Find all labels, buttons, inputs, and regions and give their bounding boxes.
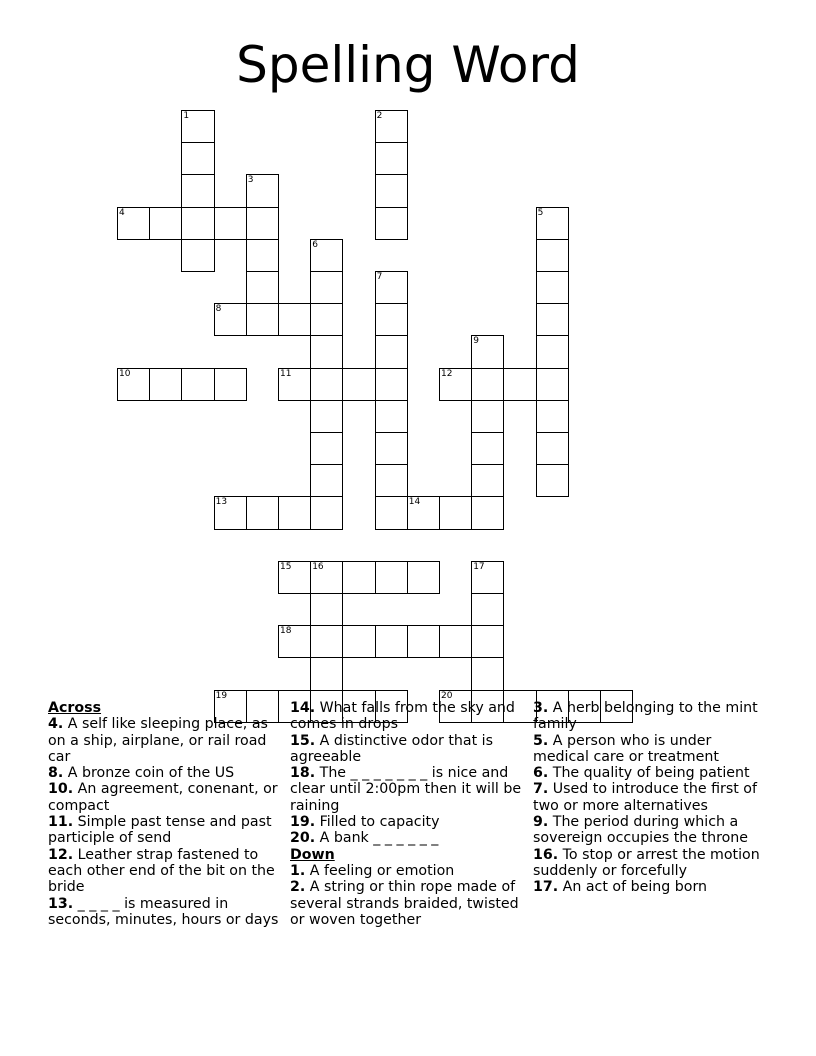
grid-cell[interactable] — [536, 271, 569, 304]
grid-cell[interactable] — [536, 368, 569, 401]
grid-cell[interactable] — [310, 368, 343, 401]
grid-cell[interactable] — [407, 561, 440, 594]
grid-cell[interactable] — [246, 271, 279, 304]
clue-number: 18 — [280, 626, 292, 637]
grid-cell[interactable] — [375, 561, 408, 594]
clue-text: Filled to capacity — [315, 814, 440, 831]
grid-cell[interactable] — [439, 496, 472, 529]
clue-number: 1 — [183, 111, 190, 121]
clue-column-2 — [290, 700, 522, 928]
down-clue — [533, 879, 763, 895]
grid-cell[interactable] — [471, 335, 504, 368]
grid-cell[interactable] — [471, 400, 504, 433]
clue-number: 20 — [441, 690, 453, 701]
grid-cell[interactable] — [407, 625, 440, 658]
grid-cell[interactable] — [503, 368, 536, 401]
across-clue — [48, 814, 288, 847]
across-clue — [48, 765, 288, 781]
clue-number-label: 11. — [48, 814, 74, 831]
across-clue — [48, 847, 288, 896]
clue-number: 7 — [376, 272, 383, 282]
clue-column-1 — [48, 700, 288, 928]
grid-cell[interactable] — [375, 368, 408, 401]
clue-text: Used to introduce the first of two or more alternatives — [533, 781, 757, 814]
grid-cell[interactable] — [375, 335, 408, 368]
down-clue — [533, 700, 763, 733]
across-clue — [290, 700, 522, 733]
grid-cell[interactable] — [310, 496, 343, 529]
clue-number-label: 1. — [290, 862, 306, 879]
grid-cell[interactable] — [117, 368, 150, 401]
grid-cell[interactable] — [214, 368, 247, 401]
grid-cell[interactable] — [310, 464, 343, 497]
grid-cell[interactable] — [310, 593, 343, 626]
grid-cell[interactable] — [246, 207, 279, 240]
grid-cell[interactable] — [375, 303, 408, 336]
grid-cell[interactable] — [246, 174, 279, 207]
down-clue — [533, 847, 763, 880]
across-clue — [290, 765, 522, 814]
grid-cell[interactable] — [439, 625, 472, 658]
grid-cell[interactable] — [181, 174, 214, 207]
clue-number: 14 — [408, 497, 421, 508]
clue-number: 3 — [247, 175, 254, 186]
down-clue — [533, 781, 763, 814]
clue-number-label: 4. — [48, 716, 64, 733]
grid-cell[interactable] — [471, 432, 504, 465]
clue-number: 15 — [280, 561, 292, 572]
across-clue — [290, 830, 522, 846]
down-clue — [290, 879, 522, 928]
clue-number-label: 6. — [533, 765, 549, 782]
clue-text: Simple past tense and past participle of send — [48, 814, 272, 847]
clue-number-label: 2. — [290, 879, 306, 896]
clue-number: 10 — [119, 368, 131, 379]
clue-number-label: 10. — [48, 781, 74, 798]
grid-cell[interactable] — [310, 400, 343, 433]
grid-cell[interactable] — [342, 561, 375, 594]
grid-cell[interactable] — [536, 400, 569, 433]
grid-cell[interactable] — [214, 207, 247, 240]
clue-number-label: 15. — [290, 732, 316, 749]
down-clue — [290, 863, 522, 879]
grid-cell[interactable] — [375, 142, 408, 175]
across-clue — [48, 716, 288, 765]
clue-number-label: 16. — [533, 846, 559, 863]
down-clue — [533, 814, 763, 847]
clue-number: 17 — [473, 561, 485, 572]
across-clue — [48, 781, 288, 814]
grid-cell[interactable] — [375, 496, 408, 529]
clue-number: 9 — [473, 336, 479, 347]
clue-text: A person who is under medical care or treatment — [533, 732, 719, 765]
clue-text: To stop or arrest the motion suddenly or forcefully — [533, 846, 760, 879]
grid-cell[interactable] — [536, 207, 569, 240]
clue-text: A distinctive odor that is agreeable — [290, 732, 494, 765]
clue-number: 13 — [215, 497, 228, 508]
grid-cell[interactable] — [117, 207, 150, 240]
grid-cell[interactable] — [278, 368, 311, 401]
grid-cell[interactable] — [471, 368, 504, 401]
clue-number: 16 — [312, 561, 324, 572]
clue-number-label: 5. — [533, 732, 549, 749]
grid-cell[interactable] — [149, 207, 182, 240]
grid-cell[interactable] — [181, 110, 214, 143]
page-title: Spelling Word — [236, 36, 580, 94]
grid-cell[interactable] — [149, 368, 182, 401]
grid-cell[interactable] — [278, 561, 311, 594]
clue-text: An agreement, conenant, or compact — [48, 781, 278, 814]
clue-number: 11 — [280, 368, 292, 379]
clue-number: 19 — [215, 690, 228, 701]
grid-cell[interactable] — [375, 432, 408, 465]
down-clue — [533, 765, 763, 781]
clue-number-label: 9. — [533, 814, 549, 831]
clue-text: A self like sleeping place, as on a ship, airplane, or rail road car — [48, 716, 268, 765]
grid-cell[interactable] — [342, 625, 375, 658]
clue-text: Leather strap fastened to each other end of the bit on the bride — [48, 846, 275, 896]
clue-number: 4 — [119, 207, 125, 218]
grid-cell[interactable] — [310, 271, 343, 304]
grid-cell[interactable] — [439, 368, 472, 401]
grid-cell[interactable] — [375, 110, 408, 143]
clue-number: 12 — [441, 368, 453, 379]
grid-cell[interactable] — [471, 464, 504, 497]
grid-cell[interactable] — [536, 239, 569, 272]
grid-cell[interactable] — [278, 625, 311, 658]
grid-cell[interactable] — [310, 432, 343, 465]
grid-cell[interactable] — [342, 368, 375, 401]
grid-cell[interactable] — [471, 561, 504, 594]
clue-number-label: 7. — [533, 781, 549, 798]
grid-cell[interactable] — [375, 174, 408, 207]
grid-cell[interactable] — [536, 464, 569, 497]
clue-number-label: 19. — [290, 814, 316, 831]
clue-text: The quality of being patient — [548, 765, 750, 782]
grid-cell[interactable] — [310, 657, 343, 690]
grid-cell[interactable] — [310, 335, 343, 368]
clue-number: 2 — [376, 111, 383, 121]
grid-cell[interactable] — [181, 239, 214, 272]
grid-cell[interactable] — [375, 625, 408, 658]
grid-cell[interactable] — [181, 207, 214, 240]
grid-cell[interactable] — [536, 335, 569, 368]
grid-cell[interactable] — [214, 303, 247, 336]
clue-number-label: 14. — [290, 700, 316, 716]
clue-number-label: 17. — [533, 879, 559, 896]
grid-cell[interactable] — [407, 496, 440, 529]
across-clue — [290, 733, 522, 766]
clue-text: The period during which a sovereign occupies the throne — [533, 814, 749, 847]
grid-cell[interactable] — [246, 239, 279, 272]
grid-cell[interactable] — [471, 625, 504, 658]
across-heading: Across — [48, 700, 102, 716]
grid-cell[interactable] — [375, 207, 408, 240]
grid-cell[interactable] — [278, 496, 311, 529]
clue-text: A herb belonging to the mint family — [533, 700, 758, 733]
grid-cell[interactable] — [214, 496, 247, 529]
grid-cell[interactable] — [181, 142, 214, 175]
grid-cell[interactable] — [536, 303, 569, 336]
grid-cell[interactable] — [310, 625, 343, 658]
grid-cell[interactable] — [310, 561, 343, 594]
clue-number-label: 12. — [48, 846, 74, 863]
clue-text: The _ _ _ _ _ _ _ is nice and clear until 2:00pm then it will be raining — [290, 765, 522, 814]
clue-number: 8 — [215, 304, 222, 315]
down-clue — [533, 733, 763, 766]
grid-cell[interactable] — [310, 303, 343, 336]
clue-number: 5 — [537, 207, 544, 218]
clue-number-label: 18. — [290, 765, 316, 782]
clue-text: What falls from the sky and comes in drops — [290, 700, 515, 733]
grid-cell[interactable] — [471, 496, 504, 529]
clue-text: A string or thin rope made of several strands braided, twisted or woven together — [290, 879, 519, 928]
across-clue — [48, 896, 288, 929]
clue-text: A feeling or emotion — [305, 862, 455, 879]
grid-cell[interactable] — [471, 593, 504, 626]
clue-text: An act of being born — [558, 879, 708, 896]
grid-cell[interactable] — [375, 271, 408, 304]
grid-cell[interactable] — [375, 464, 408, 497]
clue-number: 6 — [312, 239, 318, 250]
grid-cell[interactable] — [536, 432, 569, 465]
clue-text: A bank _ _ _ _ _ _ — [315, 830, 439, 847]
across-clue — [290, 814, 522, 830]
grid-cell[interactable] — [181, 368, 214, 401]
clue-number-label: 3. — [533, 700, 549, 716]
grid-cell[interactable] — [246, 496, 279, 529]
clue-text: _ _ _ _ is measured in seconds, minutes, hours or days — [48, 895, 279, 928]
clue-number-label: 8. — [48, 765, 64, 782]
clue-number-label: 13. — [48, 895, 74, 912]
clue-number-label: 20. — [290, 830, 316, 847]
down-heading: Down — [290, 846, 335, 863]
grid-cell[interactable] — [278, 303, 311, 336]
grid-cell[interactable] — [246, 303, 279, 336]
grid-cell[interactable] — [471, 657, 504, 690]
clue-text: A bronze coin of the US — [63, 765, 235, 782]
clue-column-3 — [533, 700, 763, 896]
grid-cell[interactable] — [310, 239, 343, 272]
grid-cell[interactable] — [375, 400, 408, 433]
